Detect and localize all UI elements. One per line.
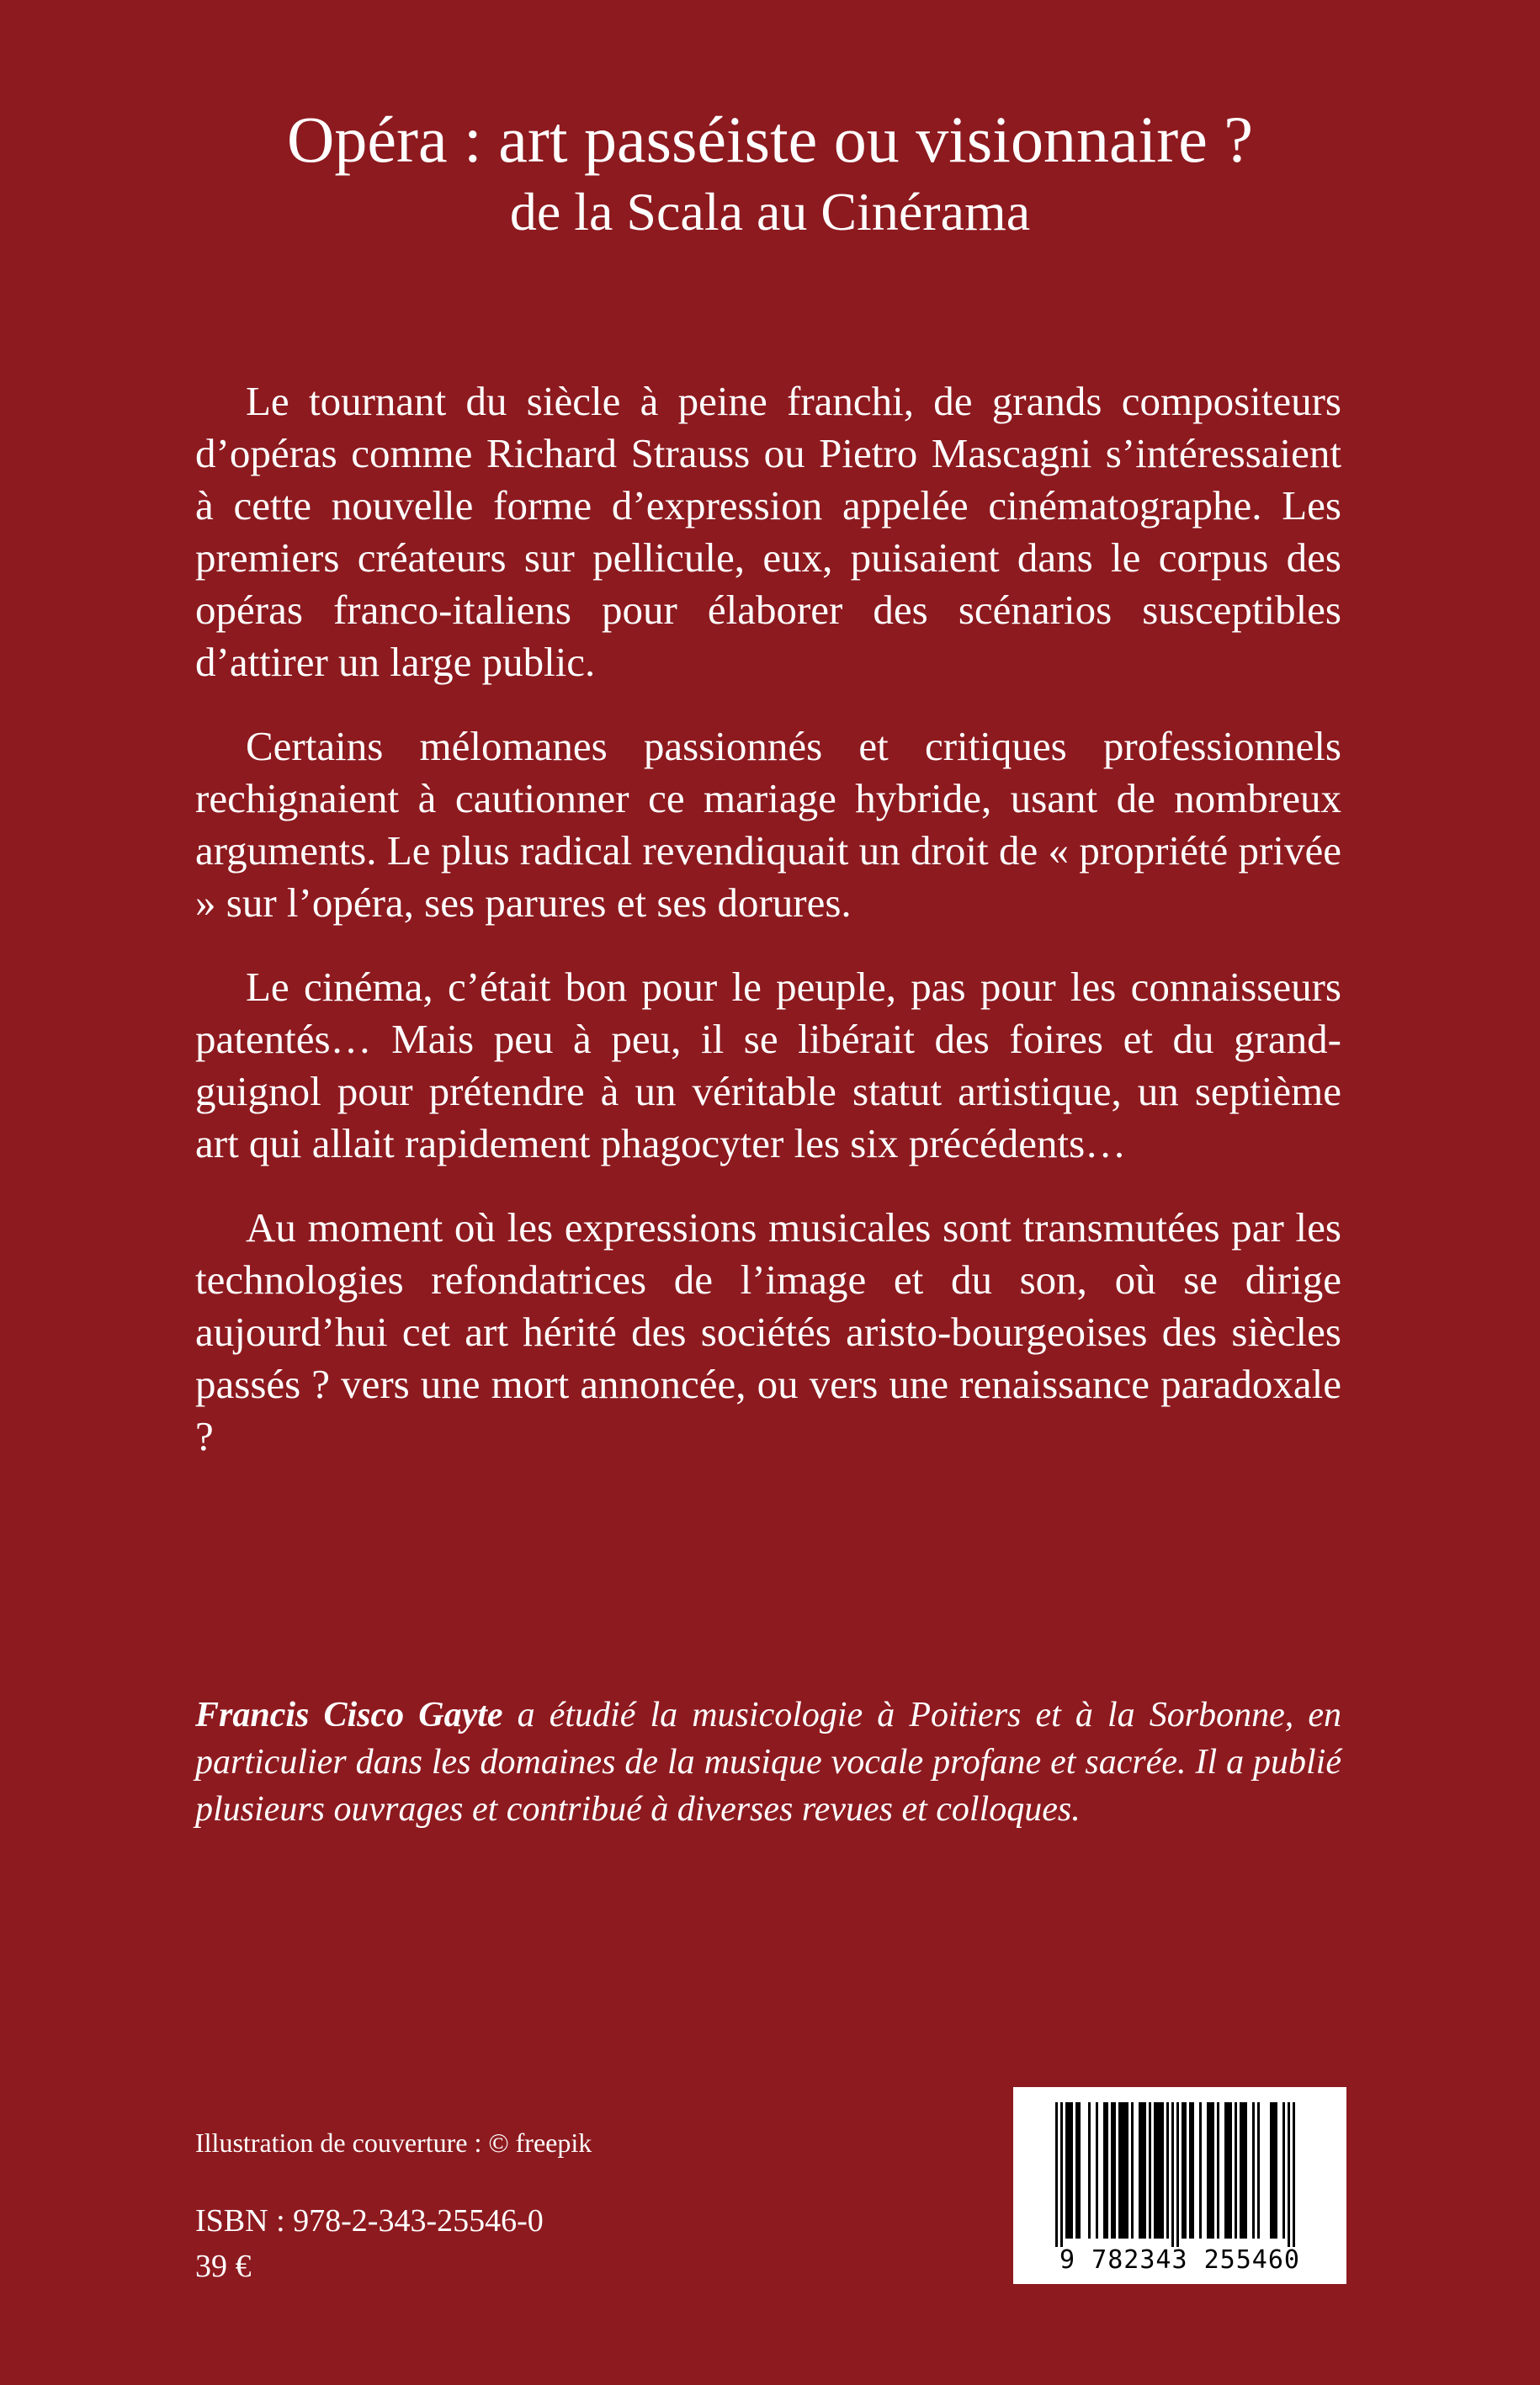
barcode-bar: [1242, 2102, 1245, 2239]
illustration-credit: Illustration de couverture : © freepik: [195, 2127, 592, 2158]
barcode-bar: [1229, 2102, 1232, 2239]
book-title: Opéra : art passéiste ou visionnaire ?: [287, 103, 1253, 176]
barcode-bar: [1192, 2102, 1194, 2239]
isbn: ISBN : 978-2-343-25546-0: [195, 2203, 544, 2239]
barcode-bar: [1257, 2102, 1260, 2239]
barcode-bar: [1184, 2102, 1187, 2239]
barcode-bar: [1131, 2102, 1134, 2239]
barcode-bar: [1270, 2102, 1272, 2239]
barcode-bar: [1088, 2102, 1091, 2239]
author-bio: [195, 1692, 1341, 1833]
barcode-bar: [1070, 2102, 1073, 2239]
barcode-bar: [1227, 2102, 1229, 2239]
barcode-bar: [1288, 2102, 1290, 2247]
barcode-bar: [1078, 2102, 1081, 2239]
barcode-bar: [1055, 2102, 1058, 2247]
barcode-digits: 9 782343 255460: [1059, 2245, 1300, 2275]
barcode-bar: [1209, 2102, 1212, 2239]
barcode-bar: [1245, 2102, 1247, 2239]
barcode-bar: [1139, 2102, 1141, 2239]
barcode-bar: [1224, 2102, 1227, 2239]
barcode-bar: [1182, 2102, 1184, 2239]
barcode-bar: [1103, 2102, 1106, 2239]
barcode-bar: [1121, 2102, 1123, 2239]
barcode: [1013, 2087, 1346, 2284]
price: 39 €: [195, 2249, 252, 2284]
barcode-bar: [1171, 2102, 1174, 2247]
barcode-bar: [1282, 2102, 1285, 2239]
barcode-bar: [1111, 2102, 1113, 2239]
barcode-bar: [1065, 2102, 1068, 2239]
blurb-paragraph-1: Le tournant du siècle à peine franchi, de grands compositeurs d’opéras comme Richard Strauss ou Pietro Mascagni s’intéressaient à cette nouvelle forme d’expression appelée cinématographe. Les premiers créateurs sur pellicule, eux, puisaient dans le corpus des opéras franco-italiens pour élaborer des scénarios susceptibles d’attirer un large public.: [195, 378, 1341, 685]
barcode-bar: [1293, 2102, 1295, 2247]
book-subtitle: de la Scala au Cinérama: [509, 182, 1031, 242]
author-bio-text: a étudié la musicologie à Poitiers et à la Sorbonne, en particulier dans les domaines de la musique vocale profane et sacrée. Il a publié plusieurs ouvrages et contribué à diverses revues et colloques.: [195, 1696, 1341, 1829]
barcode-bar: [1075, 2102, 1078, 2239]
barcode-bar: [1149, 2102, 1151, 2239]
barcode-bar: [1106, 2102, 1108, 2239]
barcode-bar: [1240, 2102, 1242, 2239]
barcode-bar: [1166, 2102, 1169, 2239]
barcode-bar: [1060, 2102, 1063, 2247]
barcode-bar: [1275, 2102, 1277, 2239]
blurb-paragraph-4: Au moment où les expressions musicales sont transmutées par les technologies refondatrices de l’image et du son, où se dirige aujourd’hui cet art hérité des sociétés aristo-bourgeoises des siècles passés ? vers une mort annoncée, ou vers une renaissance paradoxale ?: [195, 1204, 1341, 1459]
blurb-paragraph-3: Le cinéma, c’était bon pour le peuple, pas pour les connaisseurs patentés… Mais peu à peu, il se libérait des foires et du grand-guignol pour prétendre à un véritable statut artistique, un septième art qui allait rapidement phagocyter les six précédents…: [195, 964, 1341, 1166]
barcode-bar: [1113, 2102, 1116, 2239]
barcode-bar: [1096, 2102, 1098, 2239]
barcode-bar: [1272, 2102, 1275, 2239]
barcode-bar: [1252, 2102, 1255, 2239]
barcode-bar: [1156, 2102, 1159, 2239]
back-cover-blurb: [195, 375, 1341, 1495]
barcode-bar: [1068, 2102, 1070, 2239]
barcode-bar: [1235, 2102, 1237, 2239]
barcode-bar: [1141, 2102, 1144, 2239]
barcode-bar: [1161, 2102, 1164, 2239]
barcode-bar: [1176, 2102, 1179, 2247]
barcode-bar: [1159, 2102, 1161, 2239]
barcode-bar: [1123, 2102, 1126, 2239]
barcode-bar: [1118, 2102, 1121, 2239]
barcode-bar: [1217, 2102, 1219, 2239]
author-name: Francis Cisco Gayte: [195, 1696, 503, 1734]
barcode-bar: [1154, 2102, 1156, 2239]
blurb-paragraph-2: Certains mélomanes passionnés et critiques professionnels rechignaient à cautionner ce mariage hybride, usant de nombreux arguments. Le plus radical revendiquait un droit de « propriété privée » sur l’opéra, ses parures et ses dorures.: [195, 723, 1341, 926]
barcode-bar: [1144, 2102, 1146, 2239]
barcode-bar: [1126, 2102, 1128, 2239]
barcode-bar: [1199, 2102, 1202, 2239]
barcode-bar: [1212, 2102, 1214, 2239]
barcode-bar: [1189, 2102, 1192, 2239]
barcode-bar: [1207, 2102, 1209, 2239]
